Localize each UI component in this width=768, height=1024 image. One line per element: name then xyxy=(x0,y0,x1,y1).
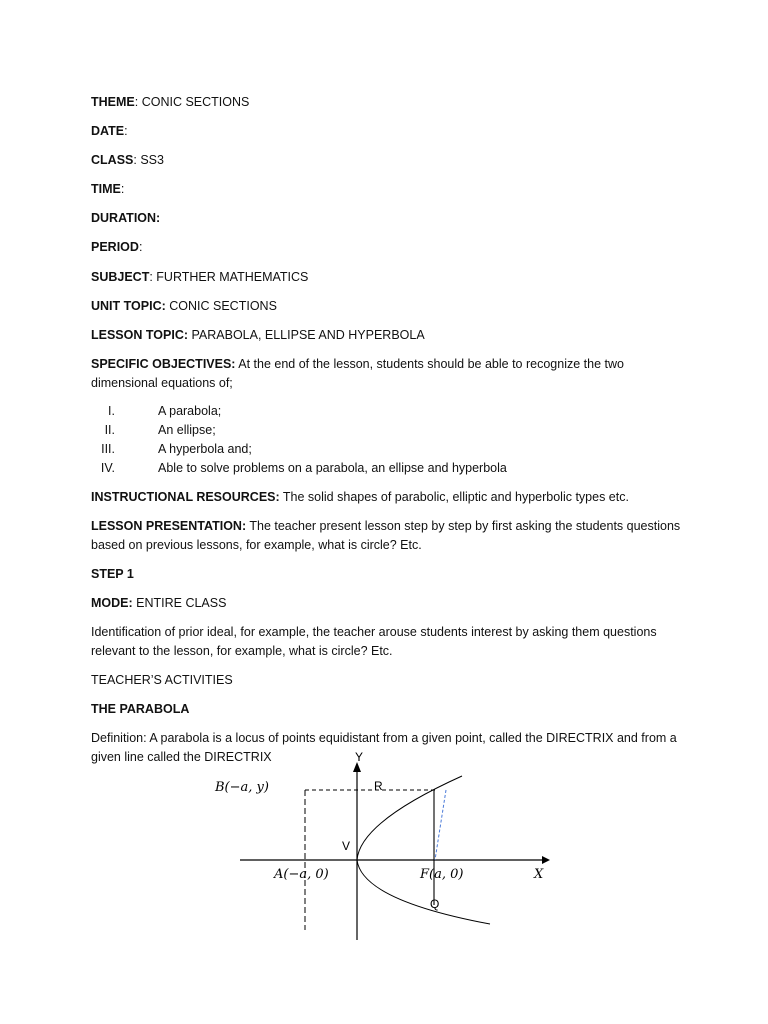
date-value: : xyxy=(124,124,128,138)
resources-label: INSTRUCTIONAL RESOURCES: xyxy=(91,490,280,504)
parabola-curve xyxy=(357,776,490,924)
objectives-text: At the end of the lesson, students should be able to recognize the two dimensional equations of; xyxy=(91,357,624,390)
label-y: Y xyxy=(355,750,364,764)
unit-topic-value: CONIC SECTIONS xyxy=(165,299,277,313)
unit-topic-label: UNIT TOPIC: xyxy=(91,299,166,313)
lesson-topic-value: PARABOLA, ELLIPSE AND HYPERBOLA xyxy=(188,328,425,342)
mode-label: MODE: xyxy=(91,596,133,610)
objective-number: I. xyxy=(108,404,115,418)
x-axis-arrow xyxy=(542,856,550,864)
subject-value: : FURTHER MATHEMATICS xyxy=(149,270,309,284)
label-v: V xyxy=(342,839,351,853)
objective-text: Able to solve problems on a parabola, an ellipse and hyperbola xyxy=(158,461,507,475)
label-a: A(−a, 0) xyxy=(274,867,329,882)
objective-number: IV. xyxy=(100,461,115,475)
subject-line xyxy=(91,270,308,284)
time-label: TIME xyxy=(91,182,121,196)
label-x: X xyxy=(534,867,544,882)
presentation-paragraph xyxy=(91,517,681,555)
objective-number: III. xyxy=(101,442,115,456)
objective-text: A hyperbola and; xyxy=(158,442,252,456)
label-r: R xyxy=(374,779,383,793)
objective-number: II. xyxy=(104,423,115,437)
resources-text: The solid shapes of parabolic, elliptic and hyperbolic types etc. xyxy=(279,490,629,504)
focal-distance-line xyxy=(435,790,446,860)
objectives-label: SPECIFIC OBJECTIVES: xyxy=(91,357,236,371)
mode-line xyxy=(91,596,226,610)
duration-line xyxy=(91,211,160,225)
teachers-activities: TEACHER’S ACTIVITIES xyxy=(91,673,233,687)
objective-text: An ellipse; xyxy=(158,423,216,437)
class-label: CLASS xyxy=(91,153,134,167)
lesson-topic-label: LESSON TOPIC: xyxy=(91,328,189,342)
time-line xyxy=(91,182,124,196)
definition-paragraph: Definition: A parabola is a locus of points equidistant from a given point, called the DIRECTRIX and from a given line called the DIRECTRIX xyxy=(91,731,677,764)
date-line xyxy=(91,124,128,138)
theme-value: : CONIC SECTIONS xyxy=(134,95,250,109)
theme-label: THEME xyxy=(91,95,135,109)
class-line xyxy=(91,153,164,167)
lesson-topic-line xyxy=(91,328,425,342)
step-heading xyxy=(91,567,134,581)
period-line xyxy=(91,240,142,254)
label-q: Q xyxy=(430,897,440,911)
class-value: : SS3 xyxy=(133,153,164,167)
time-value: : xyxy=(120,182,125,196)
step-label: STEP 1 xyxy=(91,567,134,581)
parabola-heading-text: THE PARABOLA xyxy=(91,702,190,716)
period-label: PERIOD xyxy=(91,240,139,254)
subject-label: SUBJECT xyxy=(91,270,150,284)
identification-paragraph: Identification of prior ideal, for example, the teacher arouse students interest by asking them questions relevant to the lesson, for example, what is circle? Etc. xyxy=(91,625,657,658)
presentation-label: LESSON PRESENTATION: xyxy=(91,519,247,533)
label-b: B(−a, y) xyxy=(215,780,269,795)
theme-line xyxy=(91,95,249,109)
period-value: : xyxy=(138,240,143,254)
objective-text: A parabola; xyxy=(158,404,222,418)
objectives-paragraph xyxy=(91,355,681,393)
label-f: F(a, 0) xyxy=(420,867,464,882)
duration-label: DURATION: xyxy=(91,211,161,225)
presentation-text: The teacher present lesson step by step by first asking the students questions based on previous lessons, for example, what is circle? Etc. xyxy=(91,519,681,552)
date-label: DATE xyxy=(91,124,125,138)
parabola-diagram xyxy=(200,740,560,950)
unit-topic-line xyxy=(91,299,277,313)
resources-line xyxy=(91,490,629,504)
parabola-heading xyxy=(91,702,189,716)
mode-value: ENTIRE CLASS xyxy=(132,596,227,610)
